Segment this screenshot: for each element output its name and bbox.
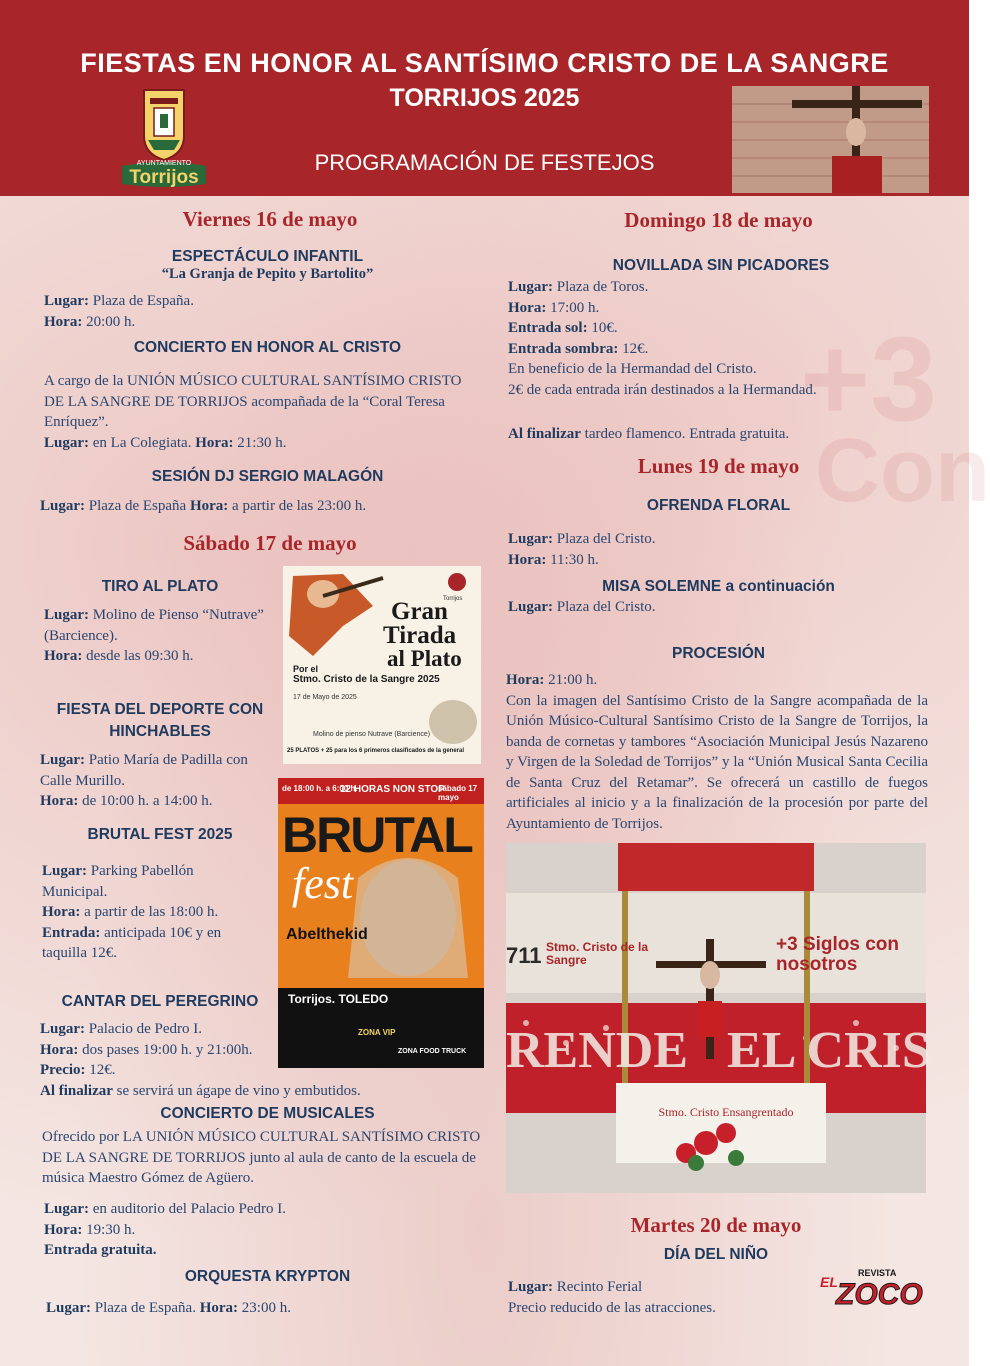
day-heading-martes: Martes 20 de mayo <box>630 1213 802 1237</box>
poster-tiro-line2: Tirada <box>383 622 457 649</box>
poster-brutal-date: sábado 17 mayo <box>438 784 478 802</box>
zoco-revista: REVISTA <box>858 1268 897 1278</box>
event-details-novillada: Lugar: Plaza de Toros. Hora: 17:00 h. Entrada sol: 10€. Entrada sombra: 12€. En beneficio de la Hermandad del Cristo. 2€ de cada entrada irán destinados a la Hermandad. <box>508 279 817 398</box>
event-details-misa-solemne: Lugar: Plaza del Cristo. <box>508 599 656 615</box>
photo-num: 711 <box>506 943 542 968</box>
event-title-tiro-al-plato: TIRO AL PLATO <box>101 578 219 595</box>
poster-brutal-artist: Abelthekid <box>286 926 368 943</box>
event-title-novillada: NOVILLADA SIN PICADORES <box>612 257 830 274</box>
event-title-concierto-musicales: CONCIERTO DE MUSICALES <box>160 1105 375 1122</box>
event-details-ofrenda-floral: Lugar: Plaza del Cristo. Hora: 11:30 h. <box>508 531 656 568</box>
poster-brutal-fest: fest <box>292 859 354 908</box>
poster-tiro-place: Molino de pienso Nutrave (Barcience) <box>313 731 431 738</box>
page-subtitle: PROGRAMACIÓN DE FESTEJOS <box>314 150 655 175</box>
event-details-brutal-fest: Lugar: Parking Pabellón Municipal. Hora: a partir de las 18:00 h. Entrada: anticipada 10€ y en taquilla 12€. <box>42 863 222 961</box>
event-details-concierto-musicales: Ofrecido por LA UNIÓN MÚSICO CULTURAL SANTÍSIMO CRISTO DE LA SANGRE DE TORRIJOS junto al aula de canto de la escuela de música Maestro Gómez de Agüero. <box>42 1129 481 1186</box>
photo-flowers-text: RENDE EL CRIS <box>506 1022 931 1079</box>
poster-tiro-line4: Por el <box>293 664 319 674</box>
poster-tiro-line3: al Plato <box>387 646 462 671</box>
background-mark-con: Con <box>815 421 990 521</box>
zoco-el: EL <box>820 1274 838 1290</box>
day-heading-domingo: Domingo 18 de mayo <box>624 208 813 232</box>
photo-banner2: +3 Siglos con nosotros <box>776 934 900 975</box>
poster-tiro-footer: 25 PLATOS + 25 para los 6 primeros clasificados de la general <box>287 748 465 754</box>
logo-caption-top: AYUNTAMIENTO <box>136 160 192 167</box>
event-details-sesion-dj: Lugar: Plaza de España Hora: a partir de las 23:00 h. <box>40 498 367 514</box>
page-title: FIESTAS EN HONOR AL SANTÍSIMO CRISTO DE LA SANGRE <box>80 48 889 78</box>
event-details-dia-del-nino: Lugar: Recinto Ferial Precio reducido de las atracciones. <box>508 1279 716 1316</box>
poster-tiro-line5: Stmo. Cristo de la Sangre 2025 <box>293 674 440 685</box>
event-details-cantar-peregrino: Lugar: Palacio de Pedro I. Hora: dos pases 19:00 h. y 21:00h. Precio: 12€. Al finalizar se servirá un ágape de vino y embutidos. <box>40 1021 361 1099</box>
poster-gran-tirada <box>283 566 481 764</box>
page-title-year: TORRIJOS 2025 <box>389 84 580 112</box>
poster-brutal-fest <box>278 778 484 1068</box>
event-title-brutal-fest: BRUTAL FEST 2025 <box>87 826 233 843</box>
cristo-header-photo <box>732 86 929 193</box>
poster-brutal-zone: ZONA VIP <box>358 1028 396 1037</box>
torrijos-coat-of-arms-logo <box>108 84 220 190</box>
event-title-cantar-peregrino: CANTAR DEL PEREGRINO <box>61 993 259 1010</box>
event-title-misa-solemne: MISA SOLEMNE a continuación <box>602 578 835 595</box>
poster-tiro-brand: Torrijos <box>443 596 463 602</box>
event-details-orquesta-krypton: Lugar: Plaza de España. Hora: 23:00 h. <box>46 1300 291 1316</box>
day-heading-viernes: Viernes 16 de mayo <box>182 207 358 231</box>
event-title-fiesta-deporte-2: HINCHABLES <box>109 723 211 740</box>
revista-el-zoco-logo <box>818 1268 928 1314</box>
event-title-dia-del-nino: DÍA DEL NIÑO <box>663 1246 769 1263</box>
event-title-fiesta-deporte-1: FIESTA DEL DEPORTE CON <box>56 701 264 718</box>
photo-banner1: Stmo. Cristo de la Sangre <box>546 940 649 967</box>
event-title-sesion-dj: SESIÓN DJ SERGIO MALAGÓN <box>151 468 384 485</box>
poster-brutal-time: de 18:00 h. a 6:00 h. <box>282 784 358 793</box>
event-title-procesion: PROCESIÓN <box>671 645 765 662</box>
event-details-novillada-final: Al finalizar tardeo flamenco. Entrada gratuita. <box>508 426 790 442</box>
day-heading-lunes: Lunes 19 de mayo <box>637 454 800 478</box>
poster-tiro-date: 17 de Mayo de 2025 <box>293 694 357 701</box>
poster-brutal-title: BRUTAL <box>282 807 472 863</box>
event-details-fiesta-deporte: Lugar: Patio María de Padilla con Calle Murillo. Hora: de 10:00 h. a 14:00 h. <box>40 752 248 809</box>
poster-brutal-nonstop: 12 HORAS NON STOP <box>340 784 445 795</box>
background-mark-plus: +3 <box>800 312 937 446</box>
poster-tiro-line1: Gran <box>391 598 448 625</box>
event-details-musicales-lugar: Lugar: en auditorio del Palacio Pedro I. Hora: 19:30 h. Entrada gratuita. <box>44 1201 287 1258</box>
photo-altar-text: Stmo. Cristo Ensangrentado <box>658 1105 794 1119</box>
event-subtitle-granja: “La Granja de Pepito y Bartolito” <box>161 266 374 282</box>
event-details-procesion: Hora: 21:00 h. Con la imagen del Santísimo Cristo de la Sangre acompañada de la Unión Músico-Cultural Santísimo Cristo de la Sangre de Torrijos, la banda de cornetas y tambores “Asociación Municipal Jesús Nazareno y Virgen de la Soledad de Torrijos” y la “Unión Musical Santa Cecilia de Santa Cruz del Retamar”. Se ofrecerá un castillo de fuegos artificiales al inicio y a la finalización de la procesión por parte del Ayuntamiento de Torrijos. <box>506 672 928 832</box>
logo-caption: Torrijos <box>129 167 199 188</box>
event-title-concierto: CONCIERTO EN HONOR AL CRISTO <box>133 339 402 356</box>
header-banner <box>0 0 969 196</box>
poster-brutal-food: ZONA FOOD TRUCK <box>398 1048 467 1055</box>
event-details-tiro-al-plato: Lugar: Molino de Pienso “Nutrave” (Barcience). Hora: desde las 09:30 h. <box>44 607 264 664</box>
event-title-orquesta-krypton: ORQUESTA KRYPTON <box>184 1268 351 1285</box>
day-heading-sabado: Sábado 17 de mayo <box>183 531 357 555</box>
event-details-concierto: A cargo de la UNIÓN MÚSICO CULTURAL SANTÍSIMO CRISTO DE LA SANGRE DE TORRIJOS acompañada de la “Coral Teresa Enríquez”. Lugar: en La Colegiata. Hora: 21:30 h. <box>44 373 462 451</box>
event-title-espectaculo: ESPECTÁCULO INFANTIL <box>171 248 364 265</box>
photo-cristo-altar <box>506 843 931 1193</box>
zoco-name: ZOCO <box>836 1278 923 1311</box>
poster-brutal-place: Torrijos. TOLEDO <box>288 992 389 1006</box>
event-title-ofrenda-floral: OFRENDA FLORAL <box>646 497 791 514</box>
event-details-espectaculo: Lugar: Plaza de España. Hora: 20:00 h. <box>44 293 194 330</box>
